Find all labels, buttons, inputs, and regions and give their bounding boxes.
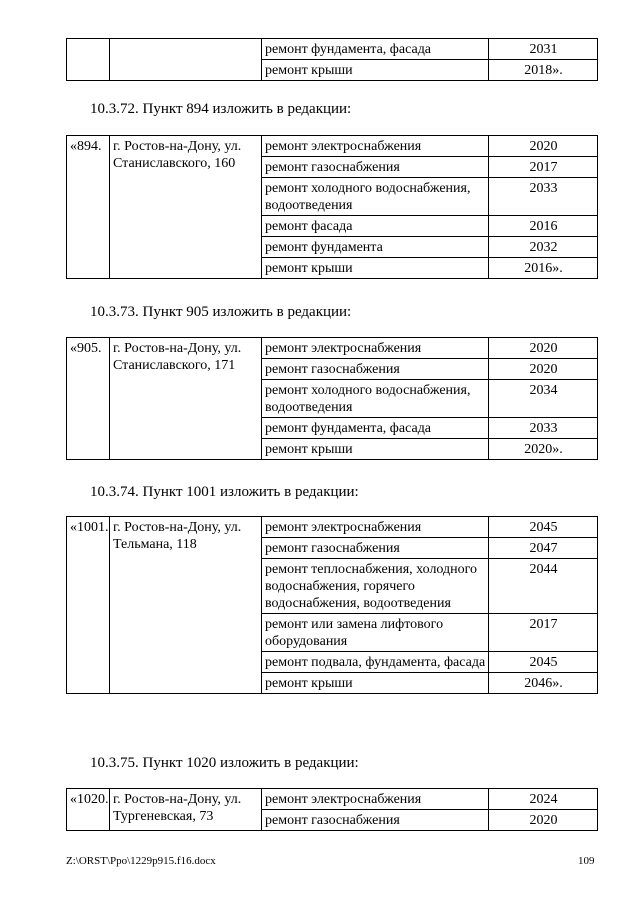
year-cell: 2024 [489,789,598,810]
work-cell: ремонт или замена лифтового оборудования [262,614,489,652]
work-cell: ремонт подвала, фундамента, фасада [262,652,489,673]
item-number-cell [67,39,110,81]
year-cell: 2017 [489,157,598,178]
table-item-1020 [66,788,598,831]
work-cell: ремонт холодного водоснабжения, водоотведения [262,380,489,418]
table-item-894 [66,135,598,279]
year-cell: 2034 [489,380,598,418]
address-cell: г. Ростов-на-Дону, ул. Тургеневская, 73 [110,789,262,831]
table-row [67,517,598,538]
work-cell: ремонт крыши [262,60,489,81]
work-cell: ремонт холодного водоснабжения, водоотведения [262,178,489,216]
table-row [67,39,598,60]
year-cell: 2020 [489,338,598,359]
work-cell: ремонт теплоснабжения, холодного водоснабжения, горячего водоснабжения, водоотведения [262,559,489,614]
year-cell: 2016». [489,258,598,279]
work-cell: ремонт электроснабжения [262,338,489,359]
year-cell: 2047 [489,538,598,559]
item-number-cell: «1001. [67,517,110,694]
work-cell: ремонт газоснабжения [262,538,489,559]
table-row [67,136,598,157]
footer-file-path: Z:\ORST\Ppo\1229p915.f16.docx [66,855,216,867]
paragraph-item-1001: 10.3.74. Пункт 1001 изложить в редакции: [90,484,359,500]
year-cell: 2020 [489,136,598,157]
work-cell: ремонт крыши [262,439,489,460]
footer-page-number: 109 [578,855,595,867]
year-cell: 2020 [489,359,598,380]
address-cell: г. Ростов-на-Дону, ул. Тельмана, 118 [110,517,262,694]
year-cell: 2018». [489,60,598,81]
table-row [67,338,598,359]
year-cell: 2016 [489,216,598,237]
work-cell: ремонт газоснабжения [262,359,489,380]
year-cell: 2045 [489,652,598,673]
year-cell: 2033 [489,178,598,216]
work-cell: ремонт фундамента, фасада [262,39,489,60]
table-item-905 [66,337,598,460]
address-cell [110,39,262,81]
work-cell: ремонт крыши [262,673,489,694]
year-cell: 2020». [489,439,598,460]
table-continuation [66,38,598,81]
work-cell: ремонт газоснабжения [262,810,489,831]
work-cell: ремонт электроснабжения [262,136,489,157]
paragraph-item-905: 10.3.73. Пункт 905 изложить в редакции: [90,304,352,320]
address-cell: г. Ростов-на-Дону, ул. Станиславского, 171 [110,338,262,460]
paragraph-item-1020: 10.3.75. Пункт 1020 изложить в редакции: [90,755,359,771]
work-cell: ремонт фундамента [262,237,489,258]
year-cell: 2017 [489,614,598,652]
work-cell: ремонт электроснабжения [262,517,489,538]
table-row [67,789,598,810]
year-cell: 2020 [489,810,598,831]
paragraph-item-894: 10.3.72. Пункт 894 изложить в редакции: [90,101,352,117]
item-number-cell: «1020. [67,789,110,831]
year-cell: 2031 [489,39,598,60]
item-number-cell: «894. [67,136,110,279]
work-cell: ремонт электроснабжения [262,789,489,810]
work-cell: ремонт крыши [262,258,489,279]
year-cell: 2032 [489,237,598,258]
year-cell: 2046». [489,673,598,694]
year-cell: 2033 [489,418,598,439]
work-cell: ремонт фундамента, фасада [262,418,489,439]
address-cell: г. Ростов-на-Дону, ул. Станиславского, 160 [110,136,262,279]
work-cell: ремонт фасада [262,216,489,237]
year-cell: 2045 [489,517,598,538]
item-number-cell: «905. [67,338,110,460]
year-cell: 2044 [489,559,598,614]
work-cell: ремонт газоснабжения [262,157,489,178]
table-item-1001 [66,516,598,694]
